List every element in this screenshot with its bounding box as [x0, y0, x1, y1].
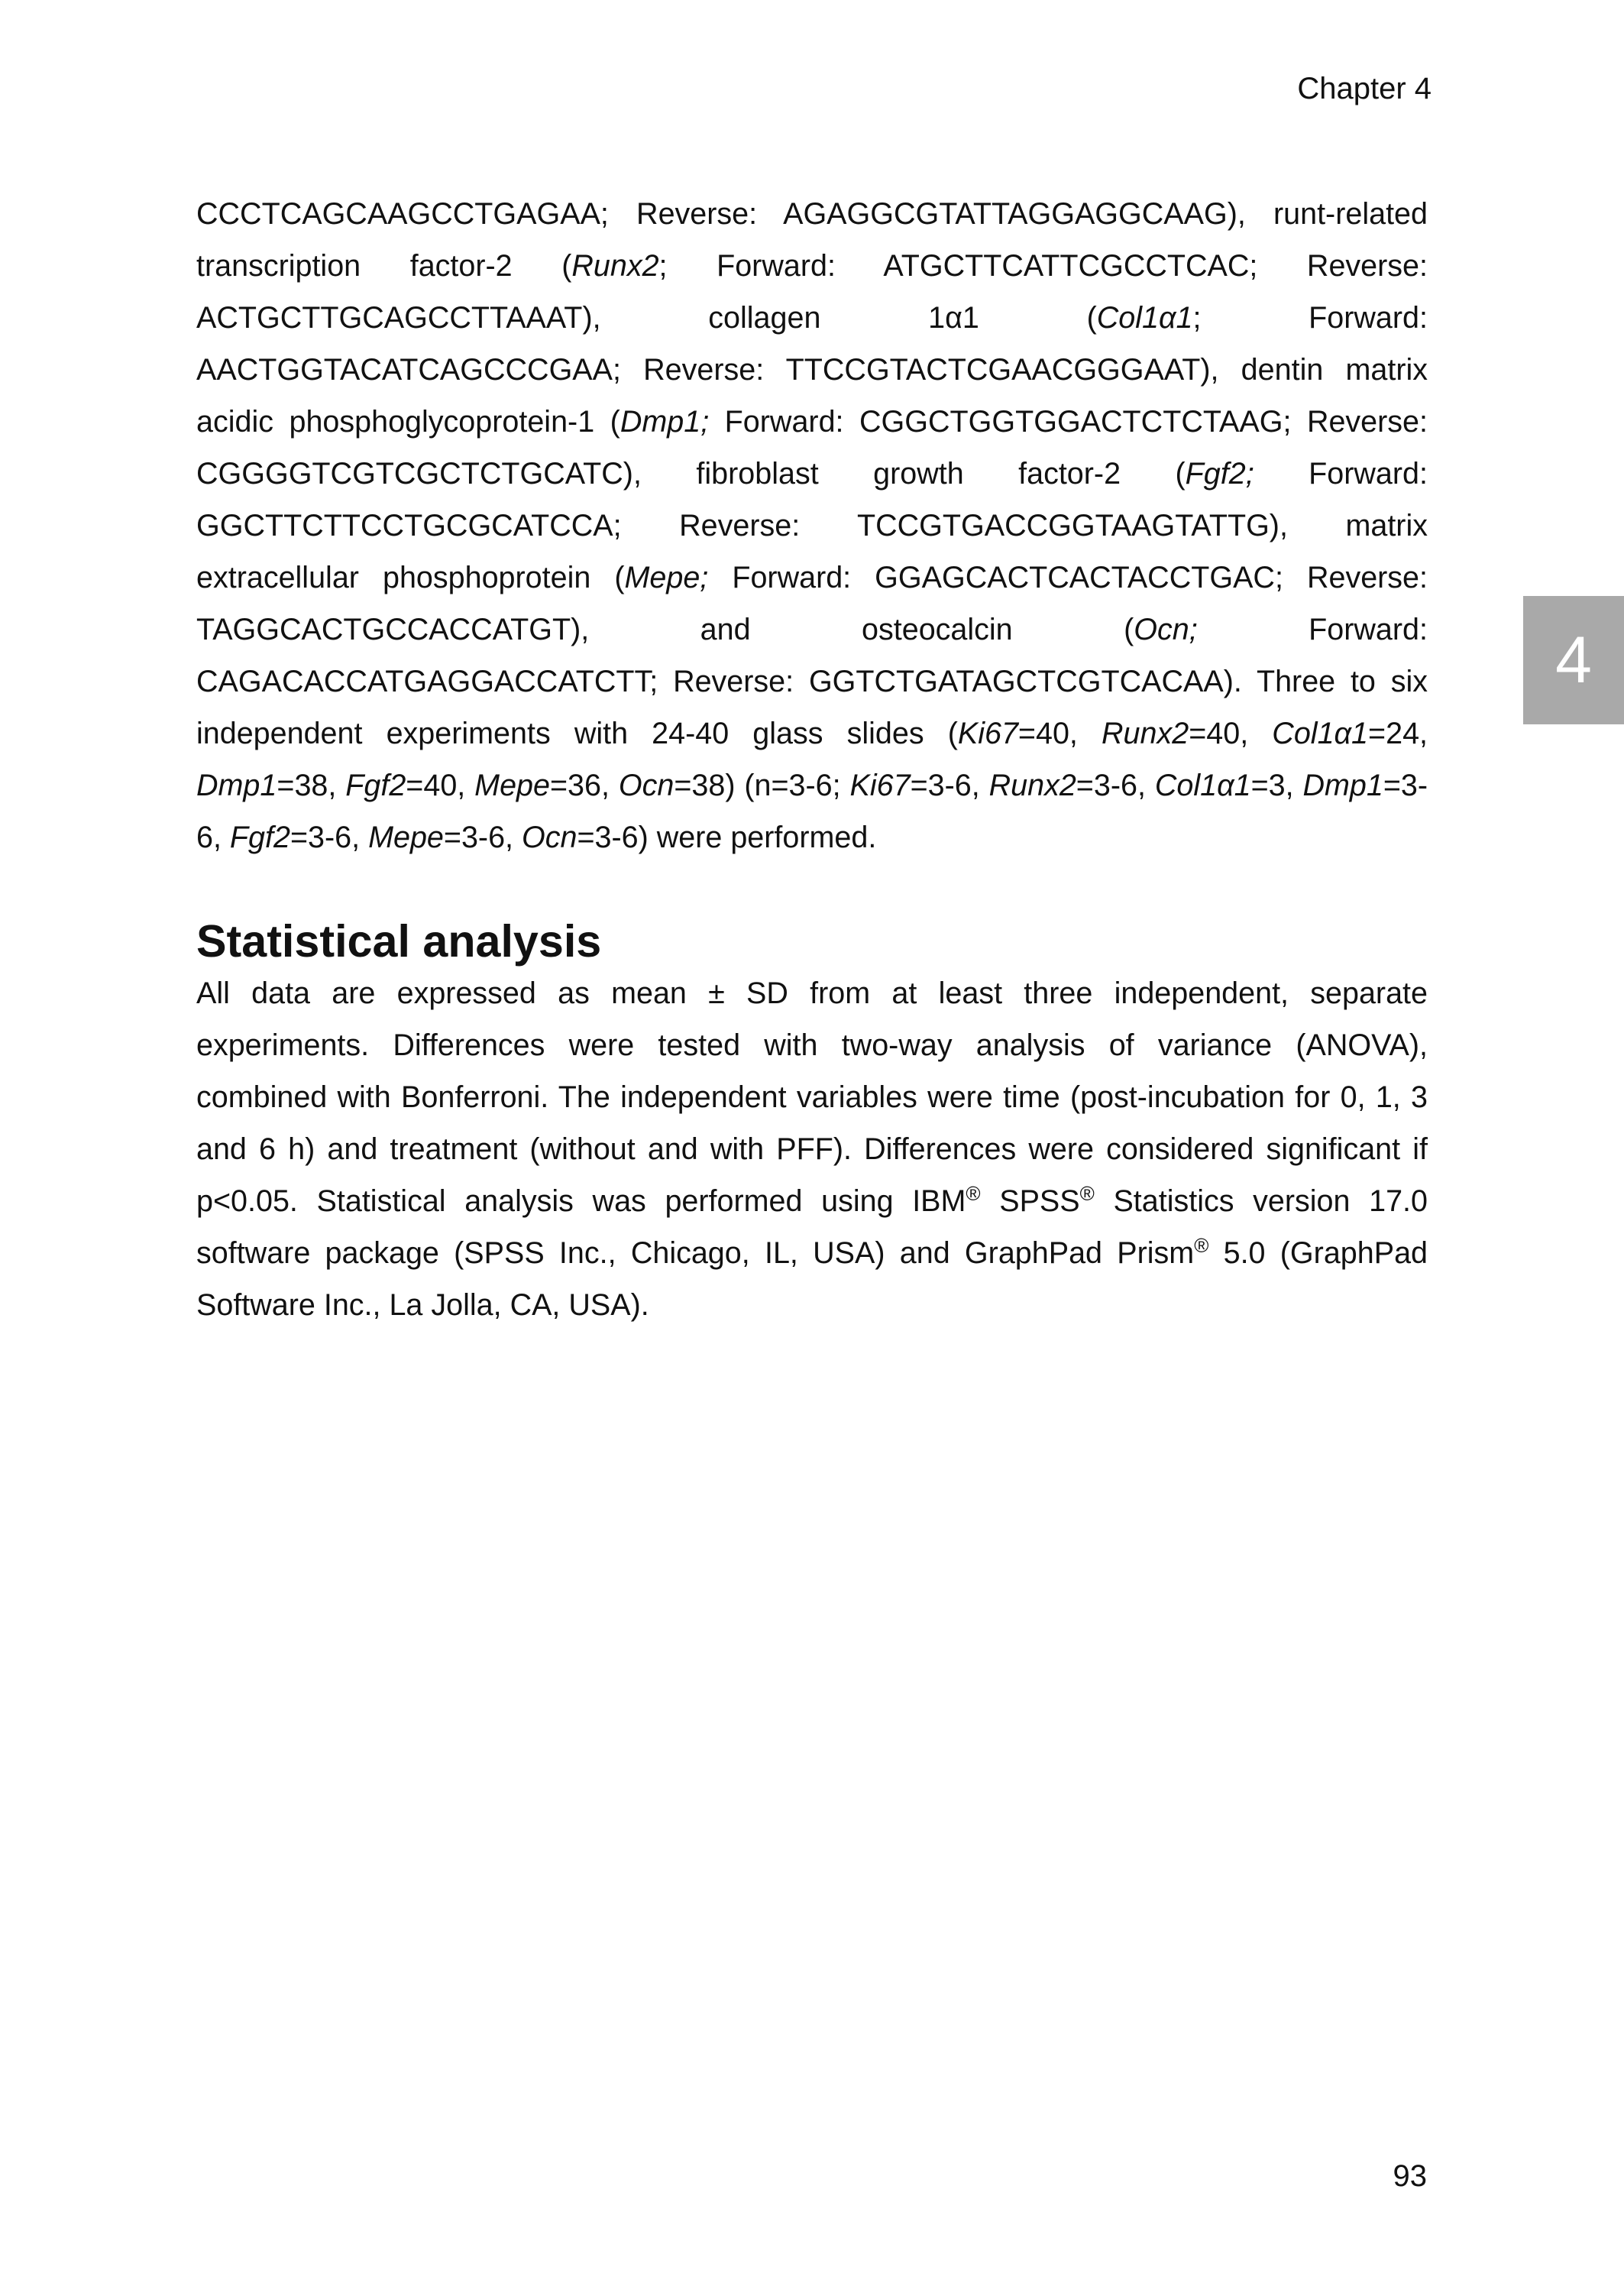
statistics-paragraph [196, 967, 1428, 1331]
registered-mark: ® [1079, 1181, 1095, 1205]
text-span: =3, [1250, 769, 1303, 802]
gene-name: Col1α1 [1096, 301, 1193, 335]
gene-name: Ki67 [849, 769, 911, 802]
gene-name: Ocn [618, 769, 675, 802]
gene-name: Fgf2 [345, 769, 406, 802]
text-span: =36, [549, 769, 619, 802]
gene-name: Dmp1; [620, 405, 710, 439]
text-span: Forward: CAGACACCATGAGGACCATCTT; Reverse: GGTCTGATAGCTCGTCACAA). Three to six independent experiments with 24-40 glass slides ( [196, 613, 1428, 750]
text-span: ; Forward: ATGCTTCATTCGCCTCAC; Reverse: ACTGCTTGCAGCCTTAAAT), collagen 1α1 ( [196, 249, 1428, 335]
text-span: ; Forward: AACTGGTACATCAGCCCGAA; Reverse: TTCCGTACTCGAACGGGAAT), dentin matrix acidic phosphoglycoprotein-1 ( [196, 301, 1428, 439]
gene-name: Runx2 [571, 249, 659, 283]
gene-name: Ki67 [957, 717, 1018, 750]
gene-name: Runx2 [1102, 717, 1189, 750]
gene-name: Mepe [474, 769, 550, 802]
gene-name: Dmp1 [1302, 769, 1383, 802]
text-span: =38, [277, 769, 346, 802]
text-span: Forward: GGCTTCTTCCTGCGCATCCA; Reverse: TCCGTGACCGGTAAGTATTG), matrix extracellular phosphoprotein ( [196, 457, 1428, 594]
registered-mark: ® [1194, 1233, 1209, 1257]
gene-name: Fgf2; [1185, 457, 1254, 491]
text-span: =24, [1368, 717, 1428, 750]
page-number: 93 [1393, 2159, 1427, 2193]
text-span: =3-6, [196, 769, 1428, 854]
gene-name: Mepe; [624, 561, 709, 594]
text-span: SPSS [980, 1184, 1080, 1218]
registered-mark: ® [966, 1181, 981, 1205]
chapter-tab: 4 [1523, 596, 1624, 724]
body-text [196, 188, 1428, 1331]
running-header: Chapter 4 [1297, 72, 1432, 105]
gene-name: Col1α1 [1272, 717, 1369, 750]
methods-paragraph [196, 188, 1428, 863]
text-span: =40, [1189, 717, 1273, 750]
gene-name: Runx2 [988, 769, 1076, 802]
text-span: =40, [406, 769, 475, 802]
gene-name: Fgf2 [229, 821, 290, 854]
gene-name: Col1α1 [1154, 769, 1251, 802]
section-heading-statistical-analysis: Statistical analysis [196, 915, 602, 967]
text-span: =3-6, [290, 821, 369, 854]
text-span: =40, [1017, 717, 1102, 750]
gene-name: Ocn [522, 821, 577, 854]
text-span: =3-6, [910, 769, 989, 802]
text-span: Forward: GGAGCACTCACTACCTGAC; Reverse: TAGGCACTGCCACCATGT), and osteocalcin ( [196, 561, 1428, 646]
section-gap [196, 863, 1428, 915]
text-span: CCCTCAGCAAGCCTGAGAA; Reverse: AGAGGCGTATTAGGAGGCAAG), runt-related transcription factor-2 ( [196, 197, 1428, 283]
text-span: All data are expressed as mean ± SD from at least three independent, separate experiments. Differences were tested with two-way analysis of variance (ANOVA), combined with Bonferroni. The independent variables were time (post-incubation for 0, 1, 3 and 6 h) and treatment (without and with PFF). Differences were considered significant if p<0.05. Statistical analysis was performed using IBM [196, 976, 1428, 1218]
text-span: =3-6, [443, 821, 522, 854]
text-span: Statistics version 17.0 software package (SPSS Inc., Chicago, IL, USA) and GraphPad Prism [196, 1184, 1428, 1270]
gene-name: Ocn; [1134, 613, 1198, 646]
text-span: 5.0 (GraphPad Software Inc., La Jolla, CA, USA). [196, 1236, 1428, 1322]
text-span: =3-6, [1076, 769, 1155, 802]
text-span: =3-6) were performed. [577, 821, 877, 854]
text-span: Forward: CGGCTGGTGGACTCTCTAAG; Reverse: CGGGGTCGTCGCTCTGCATC), fibroblast growth factor-2 ( [196, 405, 1428, 491]
text-span: =38) (n=3-6; [674, 769, 850, 802]
gene-name: Mepe [368, 821, 444, 854]
gene-name: Dmp1 [196, 769, 277, 802]
